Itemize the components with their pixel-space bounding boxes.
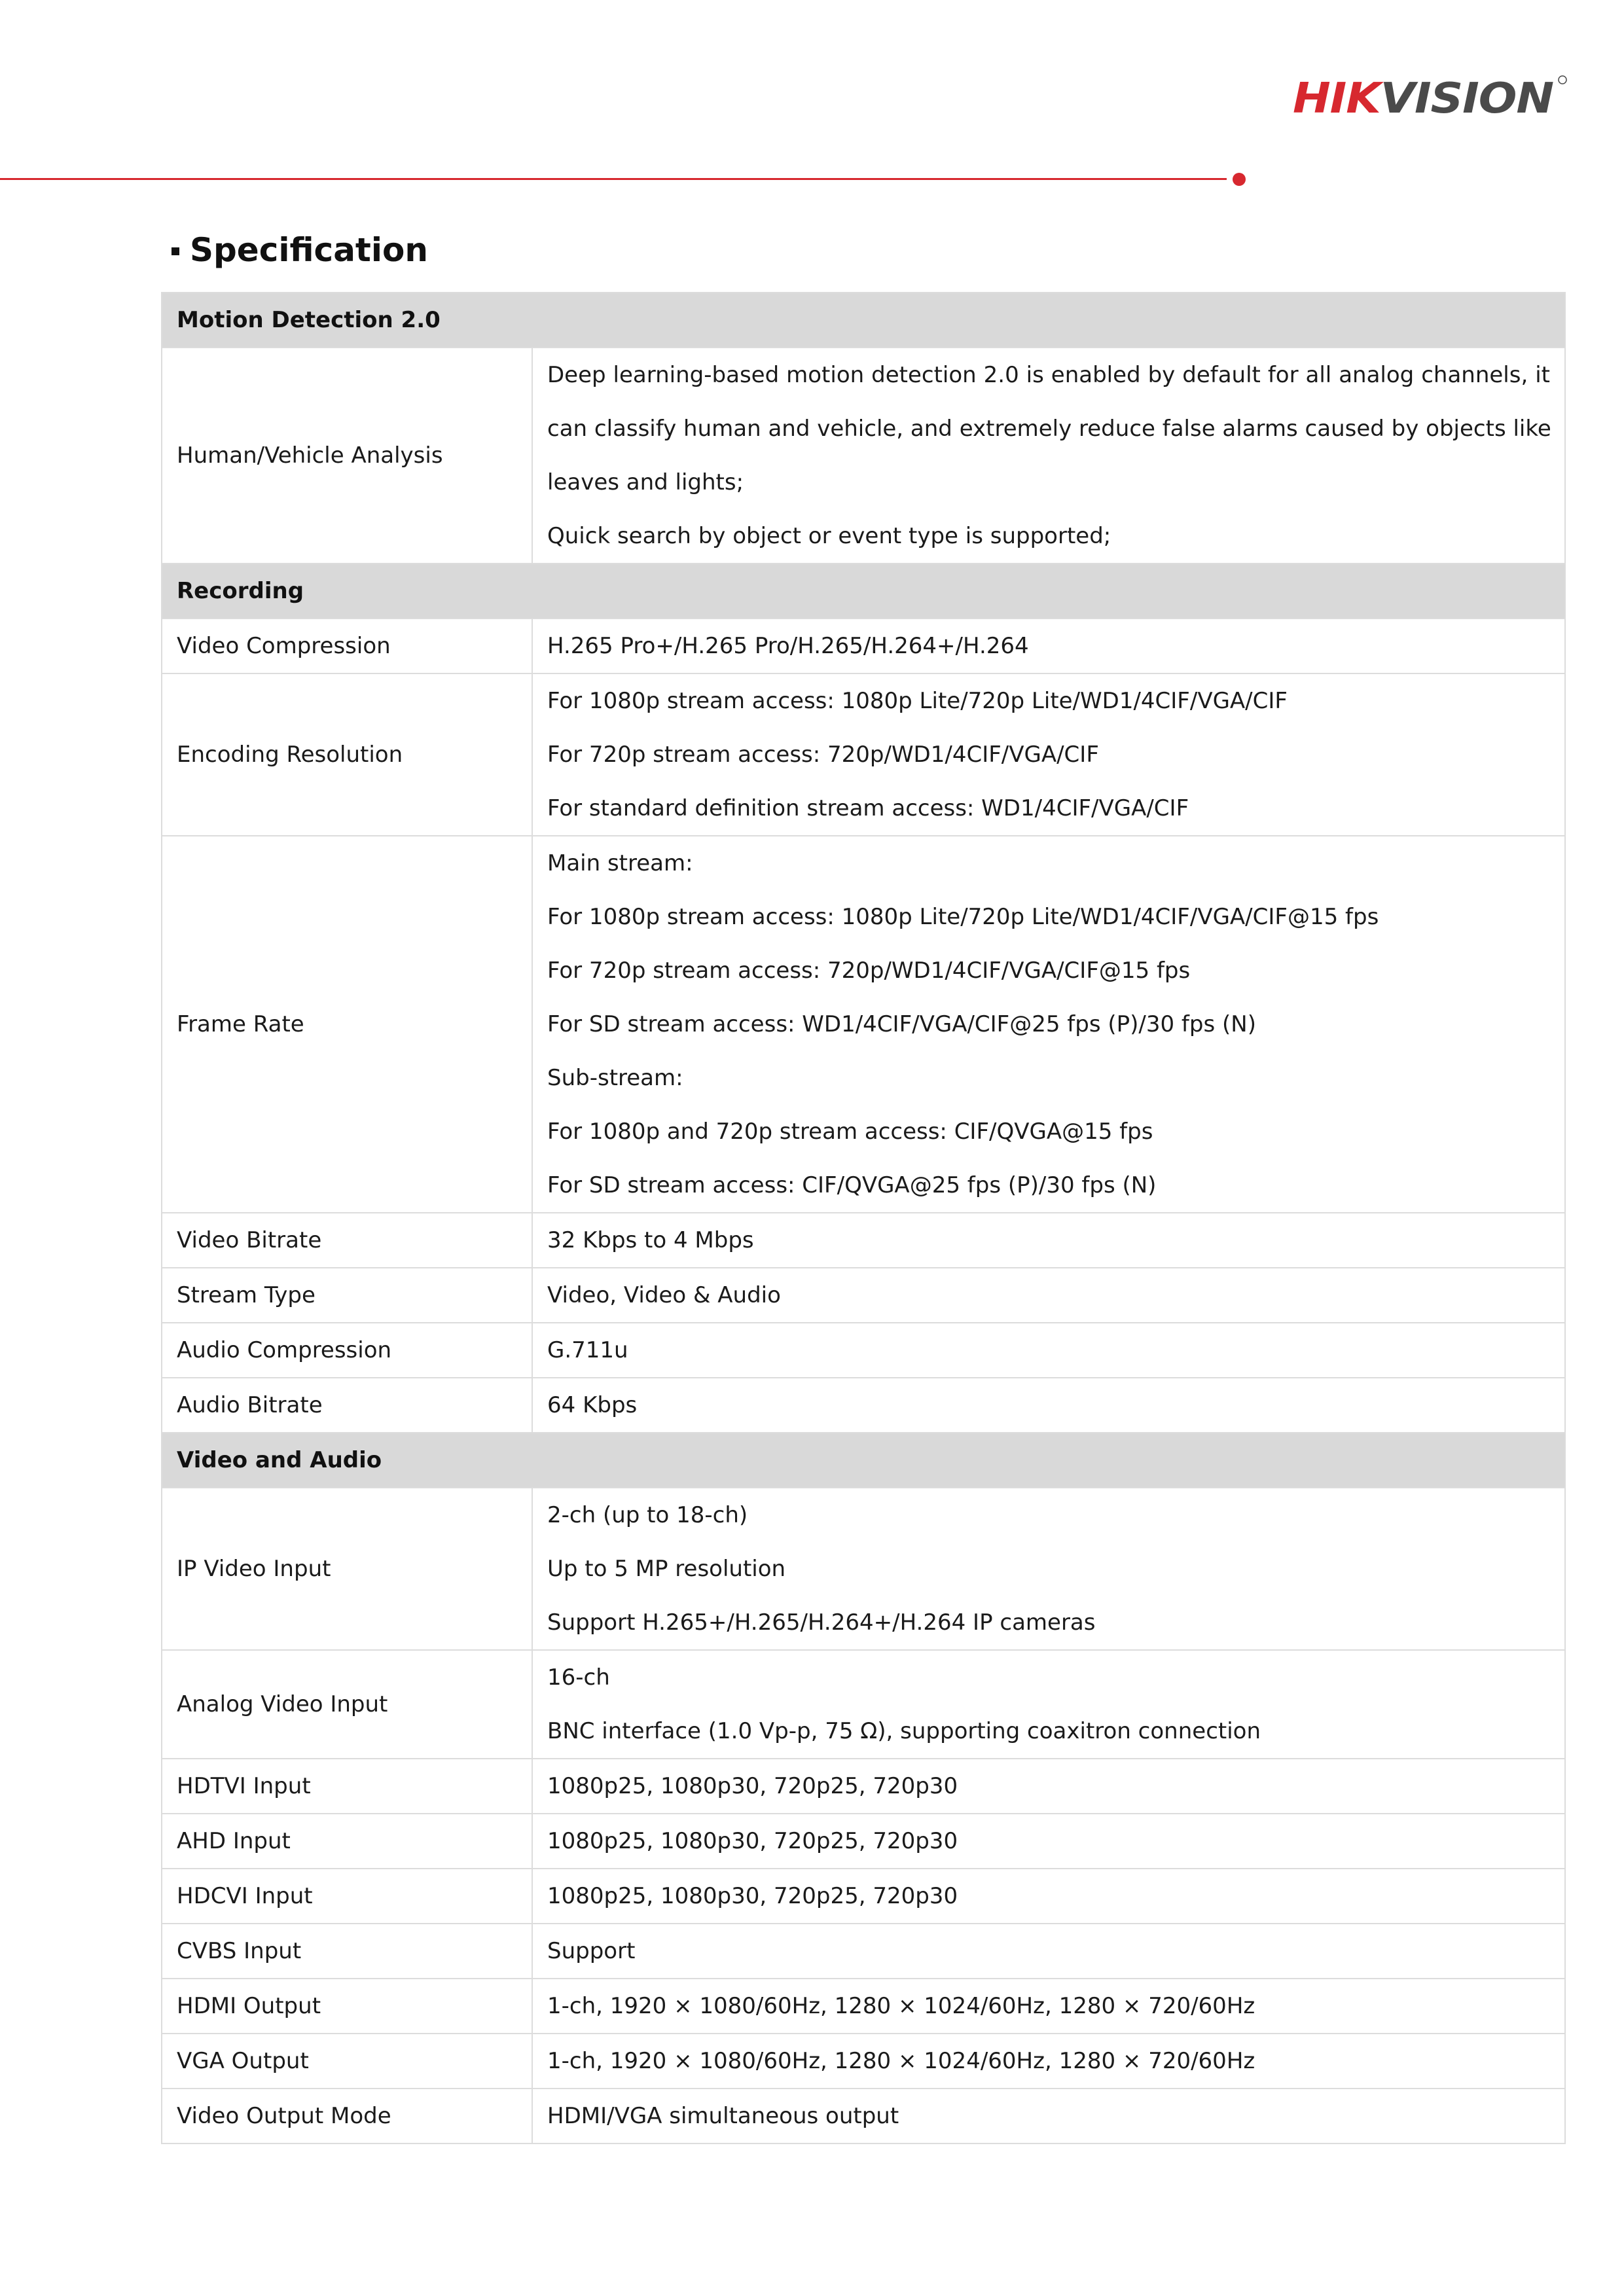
spec-value-line: For 1080p stream access: 1080p Lite/720p Lite/WD1/4CIF/VGA/CIF (547, 688, 1288, 714)
spec-value (532, 1869, 1565, 1924)
spec-value (532, 1323, 1565, 1378)
spec-value (532, 348, 1565, 564)
spec-value-line: Quick search by object or event type is supported; (547, 523, 1111, 549)
table-row (162, 348, 1565, 564)
spec-value (532, 1268, 1565, 1323)
spec-value (532, 1814, 1565, 1869)
spec-value (532, 2034, 1565, 2089)
spec-value-line: For 720p stream access: 720p/WD1/4CIF/VGA/CIF@15 fps (547, 958, 1191, 984)
registered-mark-icon (1559, 76, 1566, 84)
spec-value-line: 1080p25, 1080p30, 720p25, 720p30 (547, 1773, 958, 1799)
table-row (162, 1759, 1565, 1814)
section-header-row (162, 1433, 1565, 1488)
table-row (162, 673, 1565, 836)
spec-label: Frame Rate (162, 836, 532, 1213)
spec-label: HDMI Output (162, 1979, 532, 2034)
spec-label: Audio Bitrate (162, 1378, 532, 1433)
spec-value-line: H.265 Pro+/H.265 Pro/H.265/H.264+/H.264 (547, 633, 1029, 659)
header-rule-dot (1233, 173, 1246, 186)
spec-value-line: 16-ch (547, 1664, 610, 1691)
spec-label: Video Compression (162, 619, 532, 673)
table-row (162, 619, 1565, 673)
spec-table-body (162, 293, 1565, 2144)
spec-value-line: 1-ch, 1920 × 1080/60Hz, 1280 × 1024/60Hz, 1280 × 720/60Hz (547, 1993, 1255, 2019)
spec-value-line: leaves and lights; (547, 469, 744, 495)
table-row (162, 2034, 1565, 2089)
spec-value-line: 64 Kbps (547, 1392, 638, 1418)
spec-label: HDCVI Input (162, 1869, 532, 1924)
spec-label: Encoding Resolution (162, 673, 532, 836)
hikvision-logo (1293, 71, 1568, 123)
section-header: Video and Audio (162, 1433, 1565, 1488)
table-row (162, 836, 1565, 1213)
table-row (162, 1979, 1565, 2034)
section-header-row (162, 564, 1565, 619)
section-header-row (162, 293, 1565, 348)
table-row (162, 1213, 1565, 1268)
spec-value (532, 1979, 1565, 2034)
table-row (162, 1268, 1565, 1323)
table-row (162, 1378, 1565, 1433)
spec-label: Video Bitrate (162, 1213, 532, 1268)
spec-value (532, 1213, 1565, 1268)
spec-value (532, 836, 1565, 1213)
spec-value-line: Support H.265+/H.265/H.264+/H.264 IP cameras (547, 1609, 1096, 1636)
spec-value-line: G.711u (547, 1337, 628, 1363)
spec-value (532, 619, 1565, 673)
section-header: Motion Detection 2.0 (162, 293, 1565, 348)
spec-value-line: Video, Video & Audio (547, 1282, 781, 1308)
spec-table (161, 292, 1566, 2144)
header-rule (0, 178, 1227, 180)
table-row (162, 1488, 1565, 1650)
spec-value (532, 2089, 1565, 2144)
spec-value (532, 1759, 1565, 1814)
spec-label: Analog Video Input (162, 1650, 532, 1759)
spec-label: IP Video Input (162, 1488, 532, 1650)
spec-value-line: 1080p25, 1080p30, 720p25, 720p30 (547, 1883, 958, 1909)
spec-value-line: HDMI/VGA simultaneous output (547, 2103, 899, 2129)
table-row (162, 2089, 1565, 2144)
spec-label: CVBS Input (162, 1924, 532, 1979)
spec-value-line: BNC interface (1.0 Vp-p, 75 Ω), supporting coaxitron connection (547, 1718, 1261, 1744)
spec-value-line: 1-ch, 1920 × 1080/60Hz, 1280 × 1024/60Hz, 1280 × 720/60Hz (547, 2048, 1255, 2074)
spec-value-line: can classify human and vehicle, and extremely reduce false alarms caused by objects like (547, 416, 1551, 442)
table-row (162, 1814, 1565, 1869)
spec-label: Video Output Mode (162, 2089, 532, 2144)
logo-text-vision: VISION (1380, 75, 1541, 123)
spec-value-line: Deep learning-based motion detection 2.0 is enabled by default for all analog channels, it (547, 362, 1551, 388)
table-row (162, 1650, 1565, 1759)
spec-value-line: For standard definition stream access: WD1/4CIF/VGA/CIF (547, 795, 1189, 821)
svg-text:HIKVISION (1293, 75, 1553, 123)
table-row (162, 1869, 1565, 1924)
spec-value-line: 32 Kbps to 4 Mbps (547, 1227, 754, 1253)
page-title: Specification (190, 231, 428, 269)
spec-value (532, 1378, 1565, 1433)
spec-label: Audio Compression (162, 1323, 532, 1378)
spec-label: VGA Output (162, 2034, 532, 2089)
spec-value-line: For 720p stream access: 720p/WD1/4CIF/VGA/CIF (547, 742, 1099, 768)
square-bullet-icon (171, 247, 179, 255)
spec-value (532, 1924, 1565, 1979)
spec-value-line: For 1080p stream access: 1080p Lite/720p Lite/WD1/4CIF/VGA/CIF@15 fps (547, 904, 1379, 930)
section-header: Recording (162, 564, 1565, 619)
spec-value-line: For SD stream access: CIF/QVGA@25 fps (P)/30 fps (N) (547, 1172, 1157, 1198)
spec-value-line: For 1080p and 720p stream access: CIF/QVGA@15 fps (547, 1119, 1153, 1145)
spec-label: HDTVI Input (162, 1759, 532, 1814)
table-row (162, 1323, 1565, 1378)
spec-label: AHD Input (162, 1814, 532, 1869)
spec-value (532, 1488, 1565, 1650)
section-heading (171, 226, 428, 274)
spec-value (532, 1650, 1565, 1759)
spec-label: Stream Type (162, 1268, 532, 1323)
spec-value-line: For SD stream access: WD1/4CIF/VGA/CIF@25 fps (P)/30 fps (N) (547, 1011, 1256, 1037)
spec-value-line: Support (547, 1938, 636, 1964)
spec-label: Human/Vehicle Analysis (162, 348, 532, 564)
spec-value-line: 2-ch (up to 18-ch) (547, 1502, 748, 1528)
spec-value-line: Up to 5 MP resolution (547, 1556, 786, 1582)
table-row (162, 1924, 1565, 1979)
logo-text-hik: HIK (1293, 75, 1374, 123)
spec-value-line: Main stream: (547, 850, 693, 876)
hikvision-logo-mark (1293, 71, 1568, 123)
spec-value (532, 673, 1565, 836)
spec-value-line: Sub-stream: (547, 1065, 683, 1091)
spec-value-line: 1080p25, 1080p30, 720p25, 720p30 (547, 1828, 958, 1854)
